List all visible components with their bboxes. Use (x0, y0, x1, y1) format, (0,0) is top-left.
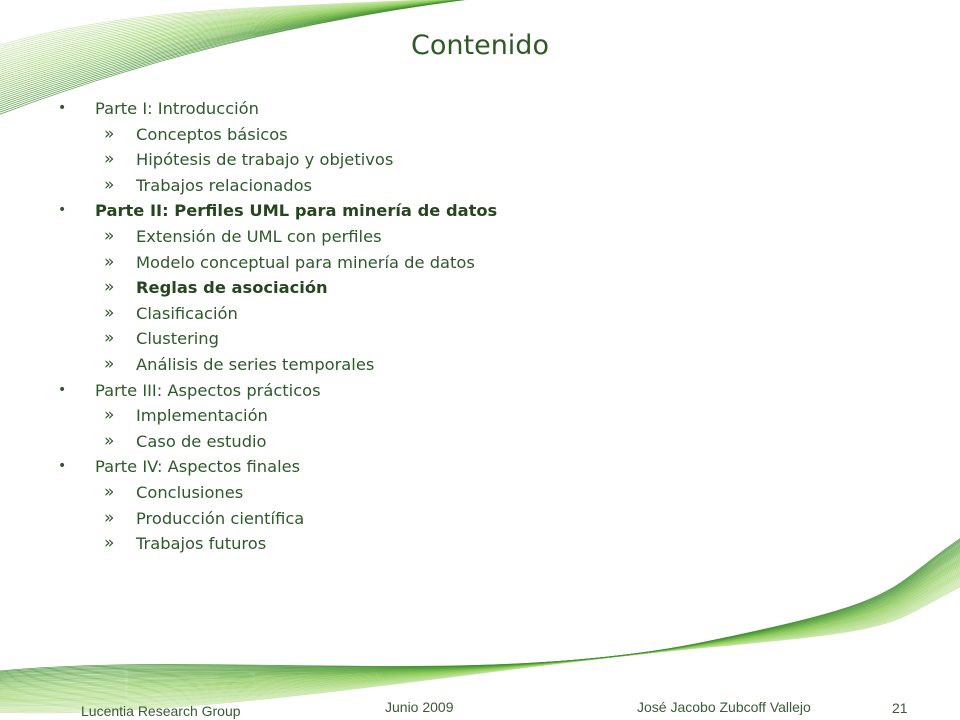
footer-author: José Jacobo Zubcoff Vallejo (637, 699, 811, 715)
wave-line (0, 536, 960, 675)
wave-line (0, 544, 960, 682)
outline-subitem (58, 275, 878, 301)
bottom-wave-lines (0, 532, 960, 713)
double-chevron-icon: » (104, 302, 115, 323)
footer-date: Junio 2009 (385, 699, 454, 715)
outline-subitem (58, 403, 878, 429)
outline-subitem (58, 480, 878, 506)
wave-line (0, 547, 960, 684)
outline-item-text: Parte III: Aspectos prácticos (95, 380, 321, 400)
double-chevron-icon: » (104, 507, 115, 528)
outline-item-text: Análisis de series temporales (136, 354, 375, 374)
outline-subitem (58, 250, 878, 276)
wave-line (0, 542, 960, 680)
wave-line (0, 546, 960, 683)
outline-subitem (58, 531, 878, 557)
double-chevron-icon: » (104, 149, 115, 170)
outline-item-text: Conclusiones (136, 482, 244, 502)
double-chevron-icon: » (104, 481, 115, 502)
outline-item-text: Reglas de asociación (136, 278, 328, 298)
outline-item-text: Trabajos futuros (136, 534, 267, 554)
slide-title: Contenido (411, 30, 549, 61)
outline-section-item (58, 198, 878, 224)
outline-item-text: Clustering (136, 329, 219, 349)
outline-item-text: Caso de estudio (136, 431, 267, 451)
outline-item-text: Conceptos básicos (136, 124, 288, 144)
double-chevron-icon: » (104, 328, 115, 349)
outline-item-text: Clasificación (136, 303, 238, 323)
outline-section-item (58, 96, 878, 122)
outline-subitem (58, 326, 878, 352)
bullet-icon: • (58, 458, 67, 475)
outline-item-text: Parte IV: Aspectos finales (95, 457, 301, 477)
outline-item-text: Parte I: Introducción (95, 99, 259, 118)
outline-subitem (58, 173, 878, 199)
outline-item-text: Hipótesis de trabajo y objetivos (136, 150, 394, 170)
footer-page-number: 21 (892, 700, 908, 716)
double-chevron-icon: » (104, 353, 115, 374)
outline-subitem (58, 147, 878, 173)
double-chevron-icon: » (104, 251, 115, 272)
footer-group-name: Lucentia Research Group (81, 703, 241, 719)
double-chevron-icon: » (104, 277, 115, 298)
outline-subitem (58, 122, 878, 148)
wave-line (0, 545, 960, 682)
outline-item-text: Producción científica (136, 508, 305, 528)
content-outline (58, 96, 878, 557)
outline-item-text: Modelo conceptual para minería de datos (136, 252, 475, 272)
wave-line (0, 538, 960, 677)
bullet-icon: • (58, 202, 67, 219)
double-chevron-icon: » (104, 225, 115, 246)
double-chevron-icon: » (104, 533, 115, 554)
outline-subitem (58, 224, 878, 250)
outline-section-item (58, 378, 878, 404)
outline-subitem (58, 352, 878, 378)
double-chevron-icon: » (104, 174, 115, 195)
outline-item-text: Trabajos relacionados (136, 175, 313, 195)
bullet-icon: • (58, 381, 67, 398)
outline-item-text: Implementación (136, 406, 268, 426)
outline-item-text: Extensión de UML con perfiles (136, 226, 382, 246)
bullet-icon: • (58, 100, 67, 116)
outline-subitem (58, 506, 878, 532)
wave-line (0, 541, 960, 679)
wave-line (0, 537, 960, 676)
outline-section-item (58, 454, 878, 480)
outline-subitem (58, 301, 878, 327)
wave-line (0, 540, 960, 678)
double-chevron-icon: » (104, 405, 115, 426)
double-chevron-icon: » (104, 123, 115, 144)
outline-subitem (58, 429, 878, 455)
double-chevron-icon: » (104, 430, 115, 451)
outline-item-text: Parte II: Perfiles UML para minería de datos (95, 201, 498, 221)
